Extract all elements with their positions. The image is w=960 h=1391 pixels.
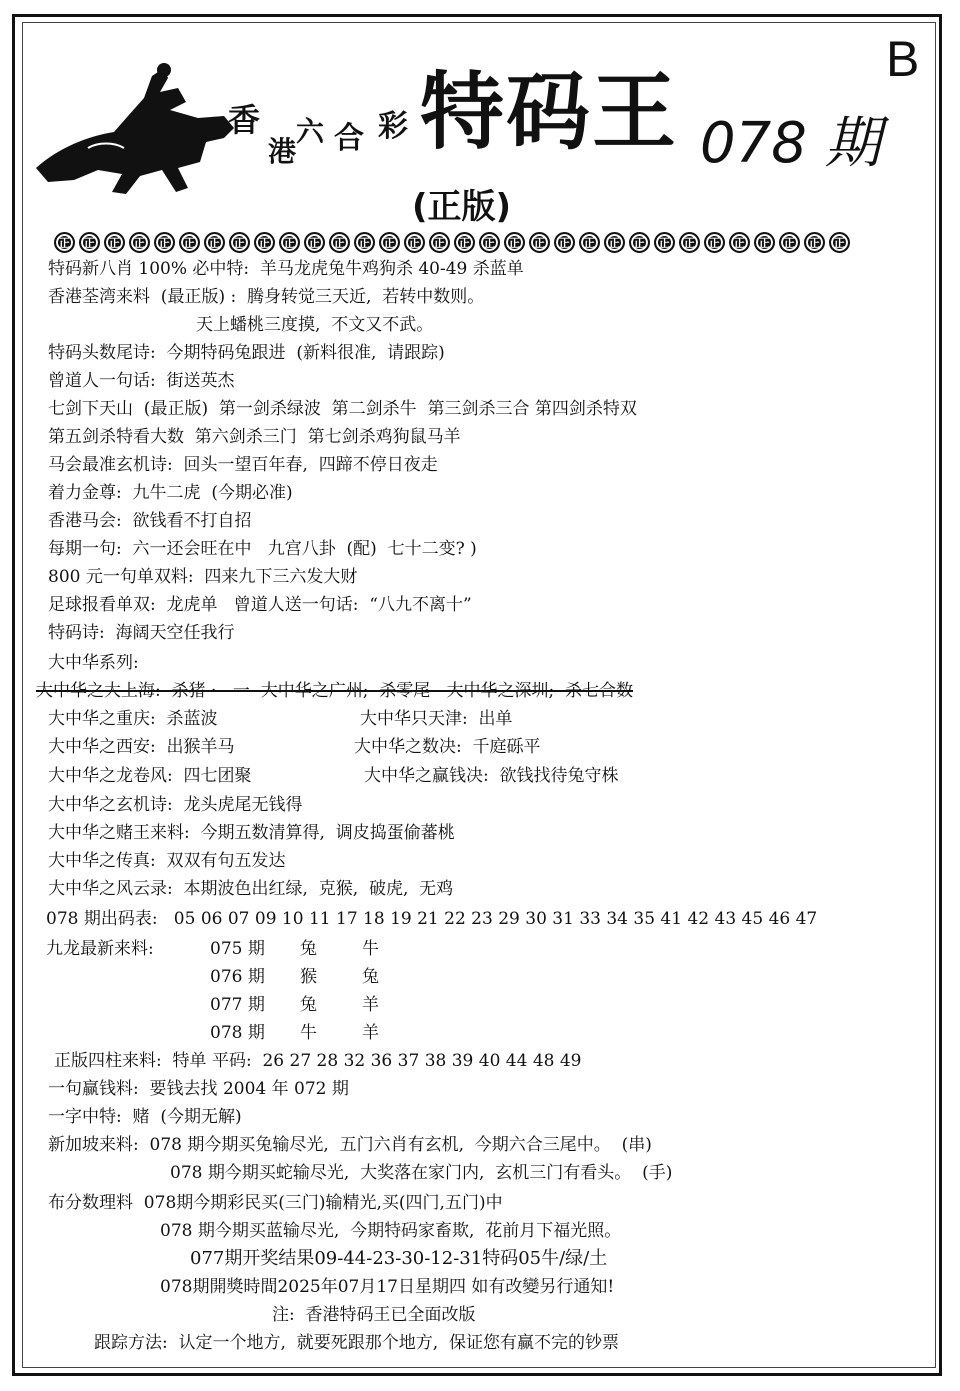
seal-icon: 正: [429, 232, 450, 253]
title-char-5: 彩: [378, 109, 408, 144]
line-storm-record: 大中华之风云录: 本期波色出红绿, 克猴, 破虎, 无鸡: [48, 879, 454, 899]
seal-icon: 正: [404, 232, 425, 253]
line-hk-jockey: 香港马会: 欲钱看不打自招: [48, 511, 252, 531]
kowloon-cell-b: 牛: [362, 939, 379, 959]
line-seven-swords-2: 第五剑杀特看大数 第六剑杀三门 第七剑杀鸡狗鼠马羊: [48, 427, 461, 447]
kowloon-cell-issue: 077 期: [210, 995, 265, 1015]
line-one-sentence: 一句赢钱料: 要钱去找 2004 年 072 期: [48, 1079, 349, 1099]
seal-icon: 正: [829, 232, 850, 253]
kowloon-cell-issue: 078 期: [210, 1023, 265, 1043]
line-result-077: 077期开奖结果09-44-23-30-12-31特码05牛/绿/土: [190, 1248, 608, 1269]
line-win-money: 大中华之赢钱决: 欲钱找待兔守株: [364, 766, 619, 786]
line-singapore-2: 078 期今期买蛇输尽光, 大奖落在家门内, 玄机三门有看头。 (手): [170, 1163, 673, 1183]
line-800: 800 元一句单双料: 四来九下三六发大财: [48, 567, 358, 587]
seal-icon: 正: [779, 232, 800, 253]
seal-row: [54, 232, 904, 254]
line-football: 足球报看单双: 龙虎单 曾道人送一句话: “八九不离十”: [48, 595, 472, 615]
line-mystic-poem: 大中华之玄机诗: 龙头虎尾无钱得: [48, 795, 303, 815]
line-special-poem: 特码诗: 海阔天空任我行: [48, 623, 235, 643]
issue-number: 078 期: [700, 111, 881, 176]
kowloon-cell-a: 猴: [300, 967, 317, 987]
seal-icon: 正: [654, 232, 675, 253]
kowloon-cell-issue: 075 期: [210, 939, 265, 959]
seal-icon: 正: [379, 232, 400, 253]
line-greater-china: 大中华系列:: [48, 653, 139, 673]
seal-icon: 正: [229, 232, 250, 253]
line-tianjin: 大中华只天津: 出单: [360, 709, 513, 729]
seal-icon: 正: [129, 232, 150, 253]
title-char-3: 六: [296, 115, 325, 148]
seal-icon: 正: [679, 232, 700, 253]
seal-icon: 正: [54, 232, 75, 253]
kowloon-cell-b: 羊: [362, 995, 379, 1015]
seal-icon: 正: [629, 232, 650, 253]
edition-label: (正版): [412, 187, 512, 227]
title-char-1: 香: [228, 101, 261, 139]
seal-icon: 正: [329, 232, 350, 253]
corner-mark: B: [886, 31, 920, 87]
seal-icon: 正: [254, 232, 275, 253]
title-char-4: 合: [334, 121, 364, 156]
line-note: 注: 香港特码王已全面改版: [272, 1305, 476, 1325]
seal-icon: 正: [729, 232, 750, 253]
seal-icon: 正: [554, 232, 575, 253]
horse-rider-logo: [28, 58, 238, 198]
seal-icon: 正: [804, 232, 825, 253]
line-four-pillars: 正版四柱来料: 特单 平码: 26 27 28 32 36 37 38 39 40 44 48 49: [54, 1051, 582, 1071]
seal-icon: 正: [454, 232, 475, 253]
line-distribution-1: 布分数理料 078期今期彩民买(三门)输精光,买(四门,五门)中: [48, 1193, 503, 1213]
kowloon-cell-b: 兔: [362, 967, 379, 987]
seal-icon: 正: [754, 232, 775, 253]
seal-icon: 正: [504, 232, 525, 253]
seal-icon: 正: [154, 232, 175, 253]
seal-icon: 正: [354, 232, 375, 253]
kowloon-cell-a: 兔: [300, 995, 317, 1015]
seal-icon: 正: [204, 232, 225, 253]
line-draw-time: 078期開獎時間2025年07月17日星期四 如有改變另行通知!: [160, 1277, 615, 1297]
kowloon-cell-b: 羊: [362, 1023, 379, 1043]
line-fax: 大中华之传真: 双双有句五发达: [48, 851, 286, 871]
line-xian: 大中华之西安: 出猴羊马: [48, 737, 235, 757]
line-jockey-poem: 马会最准玄机诗: 回头一望百年春, 四蹄不停日夜走: [48, 455, 438, 475]
main-title: 特码王: [420, 63, 679, 161]
line-head-tail-poem: 特码头数尾诗: 今期特码兔跟进 (新料很准, 请跟踪): [48, 343, 445, 363]
line-kowloon: 九龙最新来料:: [46, 939, 154, 959]
line-tornado: 大中华之龙卷风: 四七团聚: [48, 766, 252, 786]
seal-icon: 正: [479, 232, 500, 253]
line-distribution-2: 078 期今期买蓝输尽光, 今期特码家畜欺, 花前月下福光照。: [160, 1221, 622, 1241]
line-chongqing: 大中华之重庆: 杀蓝波: [48, 709, 218, 729]
kowloon-cell-a: 兔: [300, 939, 317, 959]
line-gambling-king: 大中华之赌王来料: 今期五数清算得, 调皮捣蛋偷蕃桃: [48, 823, 455, 843]
seal-icon: 正: [529, 232, 550, 253]
title-char-2: 港: [268, 135, 297, 168]
seal-icon: 正: [179, 232, 200, 253]
line-golden: 着力金尊: 九牛二虎 (今期必准): [48, 483, 293, 503]
seal-icon: 正: [104, 232, 125, 253]
line-seven-swords-1: 七剑下天山 (最正版) 第一剑杀绿波 第二剑杀牛 第三剑杀三合 第四剑杀特双: [48, 399, 637, 419]
seal-icon: 正: [79, 232, 100, 253]
line-peach: 天上蟠桃三度摸, 不文又不武。: [196, 315, 434, 335]
kowloon-cell-issue: 076 期: [210, 967, 265, 987]
line-one-word: 一字中特: 赌 (今期无解): [48, 1107, 242, 1127]
line-special-eight: 特码新八肖 100% 必中特: 羊马龙虎兔牛鸡狗杀 40-49 杀蓝单: [48, 259, 524, 279]
seal-icon: 正: [279, 232, 300, 253]
line-tracking-method: 跟踪方法: 认定一个地方, 就要死跟那个地方, 保证您有赢不完的钞票: [94, 1333, 619, 1353]
line-code-table: 078 期出码表: 05 06 07 09 10 11 17 18 19 21 22 23 29 30 31 33 34 35 41 42 43 45 46 47: [46, 909, 818, 929]
kowloon-cell-a: 牛: [300, 1023, 317, 1043]
line-zeng-daoren: 曾道人一句话: 街送英杰: [48, 371, 235, 391]
line-each-issue: 每期一句: 六一还会旺在中 九宫八卦 (配) 七十二变? ): [48, 539, 477, 559]
seal-icon: 正: [604, 232, 625, 253]
line-shanghai: 大中华之大上海: 杀猪 ·- 一 大中华之广州; 杀零尾 大中华之深圳; 杀七合数: [36, 681, 633, 701]
line-tsuen-wan: 香港荃湾来料 (最正版) : 腾身转觉三天近, 若转中数则。: [48, 287, 485, 307]
seal-icon: 正: [579, 232, 600, 253]
line-shujue: 大中华之数决: 千庭砾平: [354, 737, 541, 757]
line-singapore-1: 新加坡来料: 078 期今期买兔输尽光, 五门六肖有玄机, 今期六合三尾中。 (串): [48, 1135, 652, 1155]
seal-icon: 正: [304, 232, 325, 253]
seal-icon: 正: [704, 232, 725, 253]
